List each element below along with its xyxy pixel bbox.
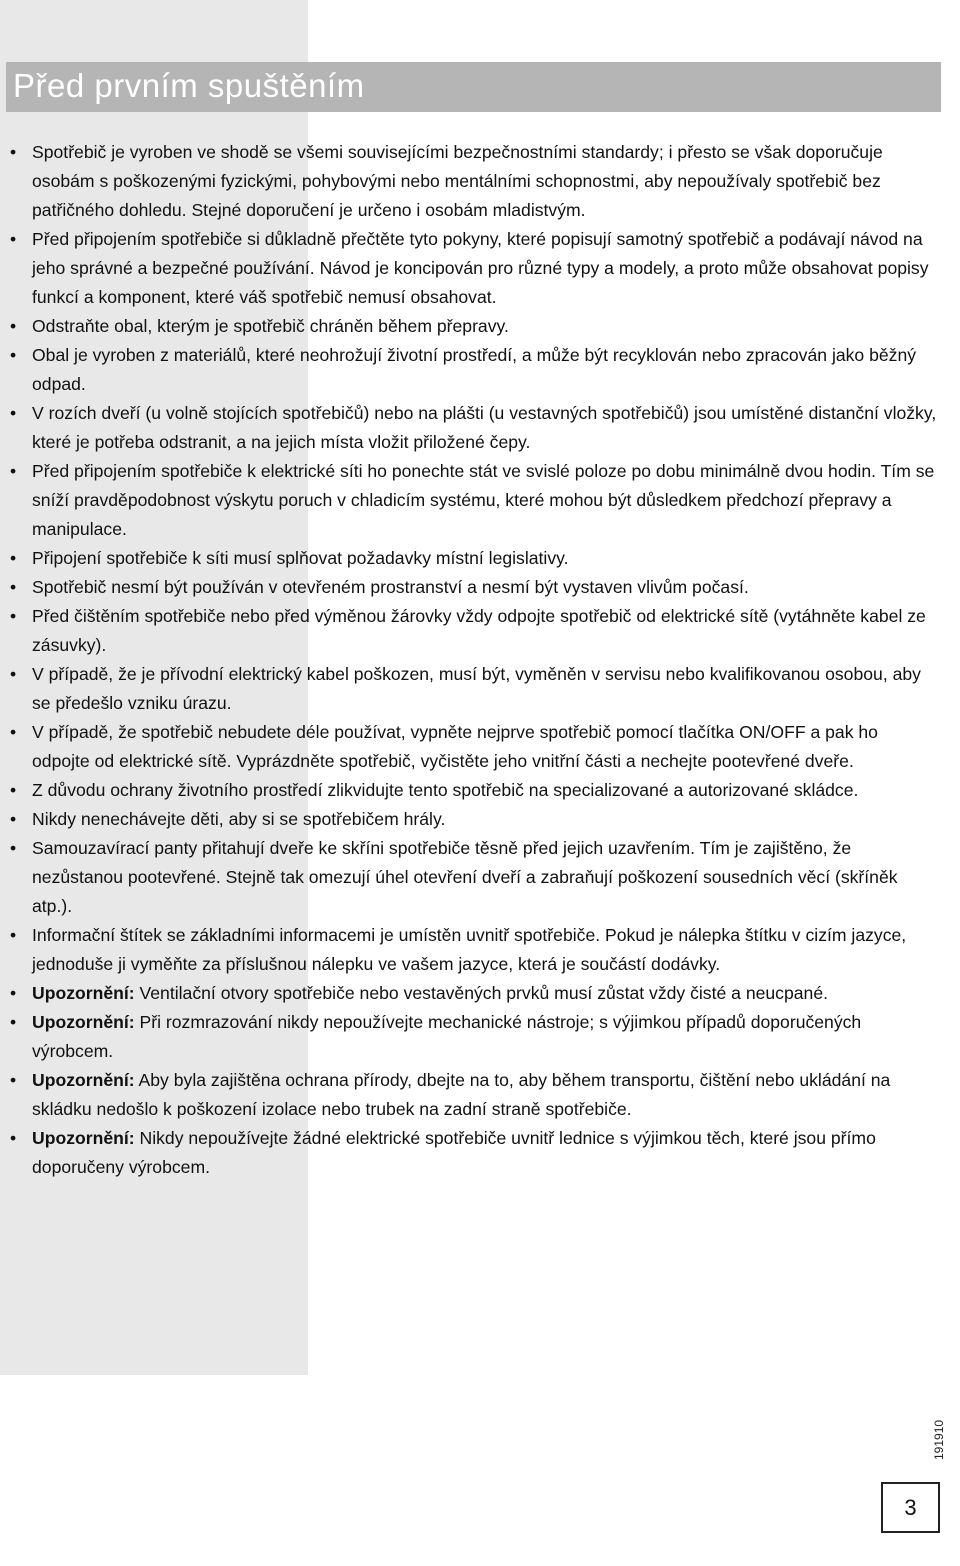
list-item — [10, 138, 937, 225]
list-item — [10, 805, 937, 834]
bullet-icon: • — [10, 983, 17, 1003]
list-item-text: Spotřebič nesmí být používán v otevřeném prostranství a nesmí být vystaven vlivům počasí. — [32, 577, 749, 597]
bullet-icon: • — [10, 345, 17, 365]
list-item-text: Aby byla zajištěna ochrana přírody, dbejte na to, aby během transportu, čištění nebo ukládání na skládku nedošlo k poškození izolace nebo trubek na zadní straně spotřebiče. — [32, 1070, 891, 1119]
list-item — [10, 399, 937, 457]
list-item — [10, 660, 937, 718]
bullet-icon: • — [10, 1128, 17, 1148]
bullet-icon: • — [10, 142, 17, 162]
list-item — [10, 341, 937, 399]
bullet-icon: • — [10, 577, 17, 597]
bullet-icon: • — [10, 780, 17, 800]
list-item-text: V rozích dveří (u volně stojících spotřebičů) nebo na plášti (u vestavných spotřebičů) jsou umístěné distanční vložky, které je potřeba odstranit, a na jejich místa vložit přiložené čepy. — [32, 403, 937, 452]
list-item — [10, 225, 937, 312]
warning-label: Upozornění: — [32, 1012, 135, 1032]
list-item — [10, 1066, 937, 1124]
warning-label: Upozornění: — [32, 983, 135, 1003]
list-item-text: V případě, že spotřebič nebudete déle používat, vypněte nejprve spotřebič pomocí tlačítka ON/OFF a pak ho odpojte od elektrické sítě. Vyprázdněte spotřebič, vyčistěte jeho vnitřní části a nechejte pootevřené dveře. — [32, 722, 878, 771]
bullet-icon: • — [10, 316, 17, 336]
list-item — [10, 602, 937, 660]
bullet-icon: • — [10, 809, 17, 829]
bullet-icon: • — [10, 838, 17, 858]
list-item — [10, 457, 937, 544]
list-item — [10, 921, 937, 979]
list-item — [10, 718, 937, 776]
list-item-text: Ventilační otvory spotřebiče nebo vestavěných prvků musí zůstat vždy čisté a neucpané. — [134, 983, 828, 1003]
list-item-text: Připojení spotřebiče k síti musí splňovat požadavky místní legislativy. — [32, 548, 569, 568]
section-title-bar — [6, 62, 941, 112]
list-item — [10, 1008, 937, 1066]
section-title: Před prvním spuštěním — [13, 67, 365, 104]
list-item — [10, 834, 937, 921]
bullet-icon: • — [10, 1012, 17, 1032]
bullet-icon: • — [10, 925, 17, 945]
list-item-text: V případě, že je přívodní elektrický kabel poškozen, musí být, vyměněn v servisu nebo kvalifikovanou osobou, aby se předešlo vzniku úrazu. — [32, 664, 921, 713]
list-item-text: Před připojením spotřebiče k elektrické síti ho ponechte stát ve svislé poloze po dobu minimálně dvou hodin. Tím se sníží pravděpodobnost výskytu poruch v chladicím systému, které mohou být důsledkem předchozí přepravy a manipulace. — [32, 461, 935, 539]
warning-label: Upozornění: — [32, 1128, 135, 1148]
instructions-list — [10, 138, 937, 1182]
list-item-text: Nikdy nenechávejte děti, aby si se spotřebičem hrály. — [32, 809, 446, 829]
list-item-text: Nikdy nepoužívejte žádné elektrické spotřebiče uvnitř lednice s výjimkou těch, které jsou přímo doporučeny výrobcem. — [32, 1128, 876, 1177]
bullet-icon: • — [10, 461, 17, 481]
list-item-text: Samouzavírací panty přitahují dveře ke skříni spotřebiče těsně před jejich uzavřením. Tím je zajištěno, že nezůstanou pootevřené. Stejně tak omezují úhel otevření dveří a zabraňují poškození sousedních věcí (skříněk atp.). — [32, 838, 898, 916]
bullet-icon: • — [10, 664, 17, 684]
page-number: 3 — [881, 1482, 940, 1533]
list-item — [10, 544, 937, 573]
warning-label: Upozornění: — [32, 1070, 135, 1090]
list-item — [10, 573, 937, 602]
list-item — [10, 312, 937, 341]
bullet-icon: • — [10, 403, 17, 423]
instructions-content — [10, 138, 937, 1182]
list-item-text: Obal je vyroben z materiálů, které neohrožují životní prostředí, a může být recyklován nebo zpracován jako běžný odpad. — [32, 345, 917, 394]
bullet-icon: • — [10, 722, 17, 742]
bullet-icon: • — [10, 548, 17, 568]
list-item-text: Před připojením spotřebiče si důkladně přečtěte tyto pokyny, které popisují samotný spotřebič a podávají návod na jeho správné a bezpečné používání. Návod je koncipován pro různé typy a modely, a proto může obsahovat popisy funkcí a komponent, které váš spotřebič nemusí obsahovat. — [32, 229, 929, 307]
list-item — [10, 776, 937, 805]
list-item-text: Z důvodu ochrany životního prostředí zlikvidujte tento spotřebič na specializované a autorizované skládce. — [32, 780, 859, 800]
list-item-text: Při rozmrazování nikdy nepoužívejte mechanické nástroje; s výjimkou případů doporučených výrobcem. — [32, 1012, 862, 1061]
bullet-icon: • — [10, 606, 17, 626]
list-item-text: Informační štítek se základními informacemi je umístěn uvnitř spotřebiče. Pokud je nálepka štítku v cizím jazyce, jednoduše ji vyměňte za příslušnou nálepku ve vašem jazyce, která je součástí dodávky. — [32, 925, 907, 974]
list-item-text: Odstraňte obal, kterým je spotřebič chráněn během přepravy. — [32, 316, 509, 336]
bullet-icon: • — [10, 229, 17, 249]
list-item-text: Spotřebič je vyroben ve shodě se všemi souvisejícími bezpečnostními standardy; i přesto se však doporučuje osobám s poškozenými fyzickými, pohybovými nebo mentálními schopnostmi, aby nepoužívaly spotřebič bez patřičného dohledu. Stejné doporučení je určeno i osobám mladistvým. — [32, 142, 883, 220]
bullet-icon: • — [10, 1070, 17, 1090]
list-item — [10, 979, 937, 1008]
list-item — [10, 1124, 937, 1182]
document-code: 191910 — [932, 1419, 946, 1460]
list-item-text: Před čištěním spotřebiče nebo před výměnou žárovky vždy odpojte spotřebič od elektrické sítě (vytáhněte kabel ze zásuvky). — [32, 606, 926, 655]
